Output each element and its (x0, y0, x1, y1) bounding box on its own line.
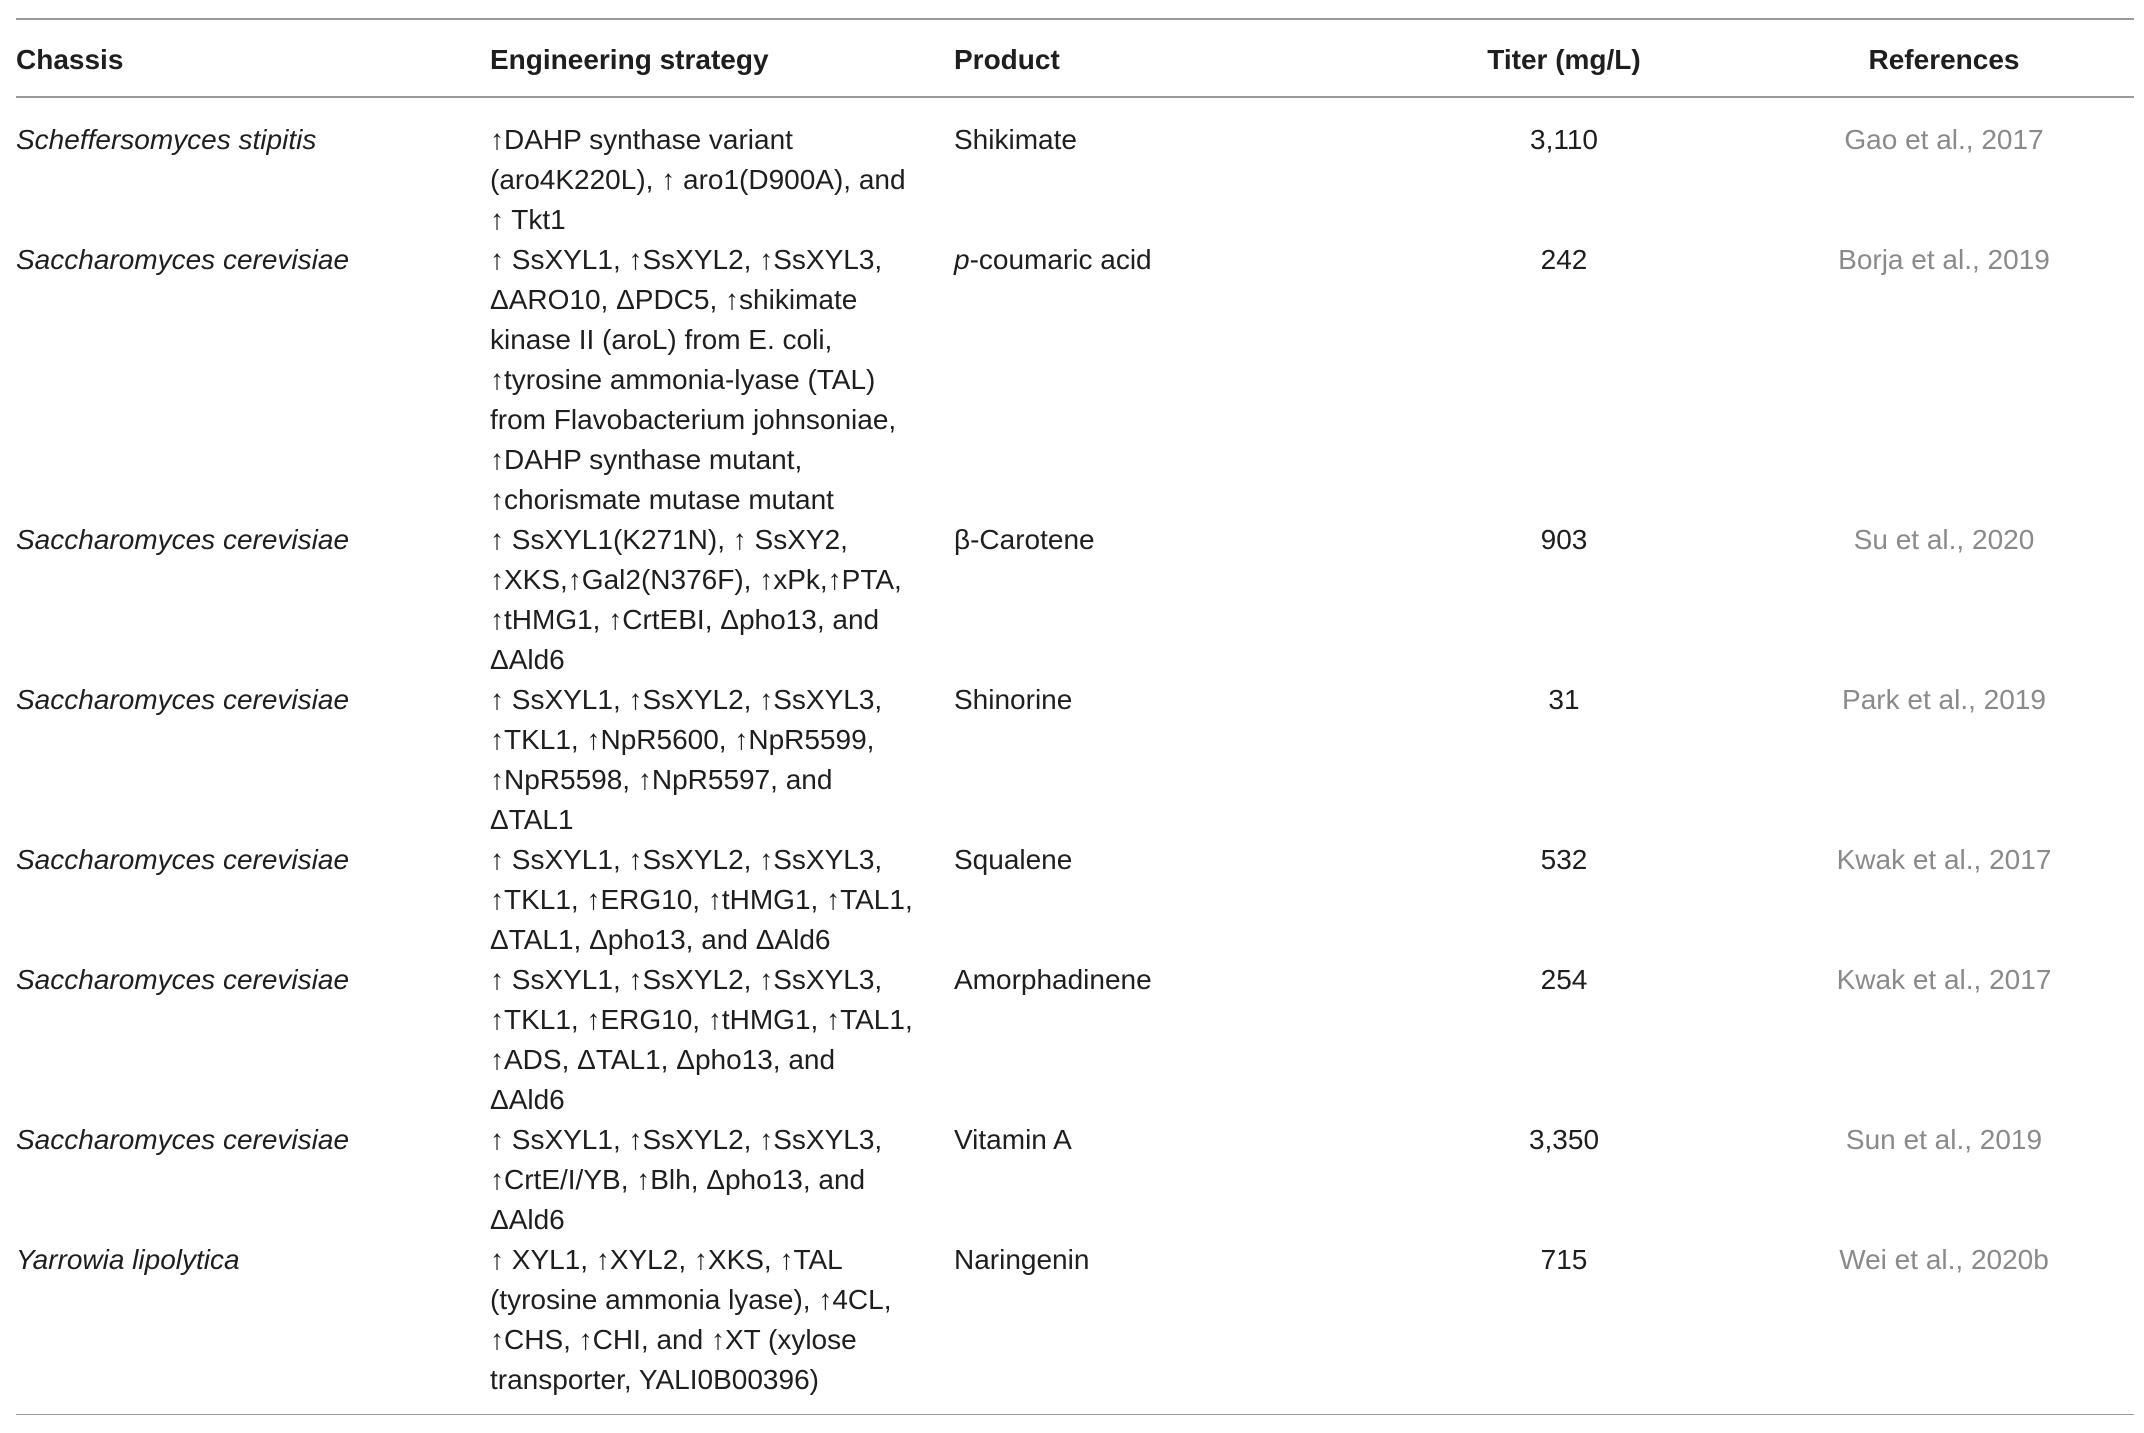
table-row (16, 240, 2134, 520)
strategy-line: (aro4K220L), ↑ aro1(D900A), and (490, 163, 906, 195)
strategy-line: ↑ SsXYL1, ↑SsXYL2, ↑SsXYL3, (490, 683, 883, 715)
strategy-line: ↑ XYL1, ↑XYL2, ↑XKS, ↑TAL (490, 1243, 843, 1275)
header-titer: Titer (mg/L) (1487, 44, 1641, 75)
table-row (16, 1240, 2134, 1414)
cell-product (954, 1240, 1374, 1414)
product-name: Vitamin A (954, 1123, 1072, 1155)
cell-strategy (490, 1120, 954, 1240)
strategy-line: ΔTAL1 (490, 803, 574, 835)
cell-product (954, 98, 1374, 240)
cell-reference[interactable]: Park et al., 2019 (1842, 683, 2046, 715)
product-name: Shikimate (954, 123, 1077, 155)
cell-product (954, 840, 1374, 960)
table-row (16, 1120, 2134, 1240)
strategy-line: (tyrosine ammonia lyase), ↑4CL, (490, 1283, 892, 1315)
cell-reference[interactable]: Kwak et al., 2017 (1836, 963, 2052, 995)
table-row (16, 960, 2134, 1120)
cell-reference[interactable]: Kwak et al., 2017 (1836, 843, 2052, 875)
product-name: Naringenin (954, 1243, 1090, 1275)
header-strategy: Engineering strategy (490, 44, 769, 75)
cell-chassis: Saccharomyces cerevisiae (16, 963, 350, 995)
cell-chassis: Saccharomyces cerevisiae (16, 1123, 350, 1155)
strategy-line: ↑ SsXYL1, ↑SsXYL2, ↑SsXYL3, (490, 1123, 883, 1155)
product-name: Shinorine (954, 683, 1073, 715)
header-product: Product (954, 44, 1060, 75)
cell-product (954, 960, 1374, 1120)
strategy-line: kinase II (aroL) from E. coli, (490, 323, 833, 355)
cell-reference[interactable]: Wei et al., 2020b (1839, 1243, 2049, 1275)
strategy-line: ↑ Tkt1 (490, 203, 566, 235)
cell-chassis: Yarrowia lipolytica (16, 1243, 240, 1275)
strategy-line: ↑ SsXYL1, ↑SsXYL2, ↑SsXYL3, (490, 963, 883, 995)
product-name: Squalene (954, 843, 1073, 875)
table-row (16, 520, 2134, 680)
strategy-line: ↑ SsXYL1, ↑SsXYL2, ↑SsXYL3, (490, 243, 883, 275)
cell-reference[interactable]: Sun et al., 2019 (1845, 1123, 2043, 1155)
table-row (16, 98, 2134, 240)
cell-strategy (490, 960, 954, 1120)
strategy-line: ↑TKL1, ↑ERG10, ↑tHMG1, ↑TAL1, (490, 1003, 913, 1035)
cell-chassis: Saccharomyces cerevisiae (16, 843, 350, 875)
cell-product (954, 520, 1374, 680)
table-row (16, 680, 2134, 840)
strategy-line: ΔTAL1, Δpho13, and ΔAld6 (490, 923, 831, 955)
strategy-line: ↑ADS, ΔTAL1, Δpho13, and (490, 1043, 836, 1075)
product-prefix: p (954, 243, 970, 275)
strategy-line: transporter, YALI0B00396) (490, 1363, 819, 1395)
cell-titer: 31 (1548, 683, 1580, 715)
strategy-line: ΔAld6 (490, 643, 565, 675)
cell-reference[interactable]: Borja et al., 2019 (1838, 243, 2050, 275)
data-table (16, 18, 2134, 1415)
strategy-line: from Flavobacterium johnsoniae, (490, 403, 897, 435)
engineering-table (16, 20, 2134, 96)
strategy-line: ΔAld6 (490, 1203, 565, 1235)
strategy-line: ↑DAHP synthase mutant, (490, 443, 803, 475)
cell-strategy (490, 680, 954, 840)
header-references: References (1868, 44, 2020, 75)
bottom-rule (16, 1414, 2134, 1416)
cell-product (954, 680, 1374, 840)
table-row (16, 840, 2134, 960)
product-name: Amorphadinene (954, 963, 1152, 995)
strategy-line: ΔAld6 (490, 1083, 565, 1115)
strategy-line: ↑NpR5598, ↑NpR5597, and (490, 763, 833, 795)
strategy-line: ↑CHS, ↑CHI, and ↑XT (xylose (490, 1323, 857, 1355)
cell-strategy (490, 840, 954, 960)
table-body (16, 98, 2134, 1414)
cell-chassis: Scheffersomyces stipitis (16, 123, 317, 155)
strategy-line: ↑chorismate mutase mutant (490, 483, 834, 515)
strategy-line: ↑ SsXYL1(K271N), ↑ SsXY2, (490, 523, 848, 555)
strategy-line: ↑DAHP synthase variant (490, 123, 793, 155)
product-name: β-Carotene (954, 523, 1095, 555)
cell-reference[interactable]: Su et al., 2020 (1853, 523, 2035, 555)
cell-chassis: Saccharomyces cerevisiae (16, 523, 350, 555)
cell-chassis: Saccharomyces cerevisiae (16, 243, 350, 275)
cell-titer: 242 (1540, 243, 1588, 275)
cell-titer: 3,110 (1530, 123, 1598, 155)
cell-product (954, 240, 1374, 520)
cell-titer: 532 (1540, 843, 1588, 875)
strategy-line: ↑TKL1, ↑ERG10, ↑tHMG1, ↑TAL1, (490, 883, 913, 915)
cell-titer: 715 (1540, 1243, 1588, 1275)
strategy-line: ↑ SsXYL1, ↑SsXYL2, ↑SsXYL3, (490, 843, 883, 875)
cell-strategy (490, 98, 954, 240)
cell-chassis: Saccharomyces cerevisiae (16, 683, 350, 715)
strategy-line: ↑CrtE/I/YB, ↑Blh, Δpho13, and (490, 1163, 866, 1195)
strategy-line: ↑tHMG1, ↑CrtEBI, Δpho13, and (490, 603, 880, 635)
strategy-line: ↑TKL1, ↑NpR5600, ↑NpR5599, (490, 723, 875, 755)
cell-reference[interactable]: Gao et al., 2017 (1844, 123, 2044, 155)
cell-strategy (490, 1240, 954, 1414)
product-name: -coumaric acid (969, 243, 1152, 275)
strategy-line: ↑tyrosine ammonia-lyase (TAL) (490, 363, 876, 395)
cell-titer: 903 (1540, 523, 1588, 555)
strategy-line: ↑XKS,↑Gal2(N376F), ↑xPk,↑PTA, (490, 563, 902, 595)
cell-strategy (490, 520, 954, 680)
cell-product (954, 1120, 1374, 1240)
strategy-line: ΔARO10, ΔPDC5, ↑shikimate (490, 283, 858, 315)
cell-strategy (490, 240, 954, 520)
header-chassis: Chassis (16, 44, 124, 75)
cell-titer: 3,350 (1528, 1123, 1600, 1155)
cell-titer: 254 (1540, 963, 1588, 995)
header-row (16, 20, 2134, 96)
